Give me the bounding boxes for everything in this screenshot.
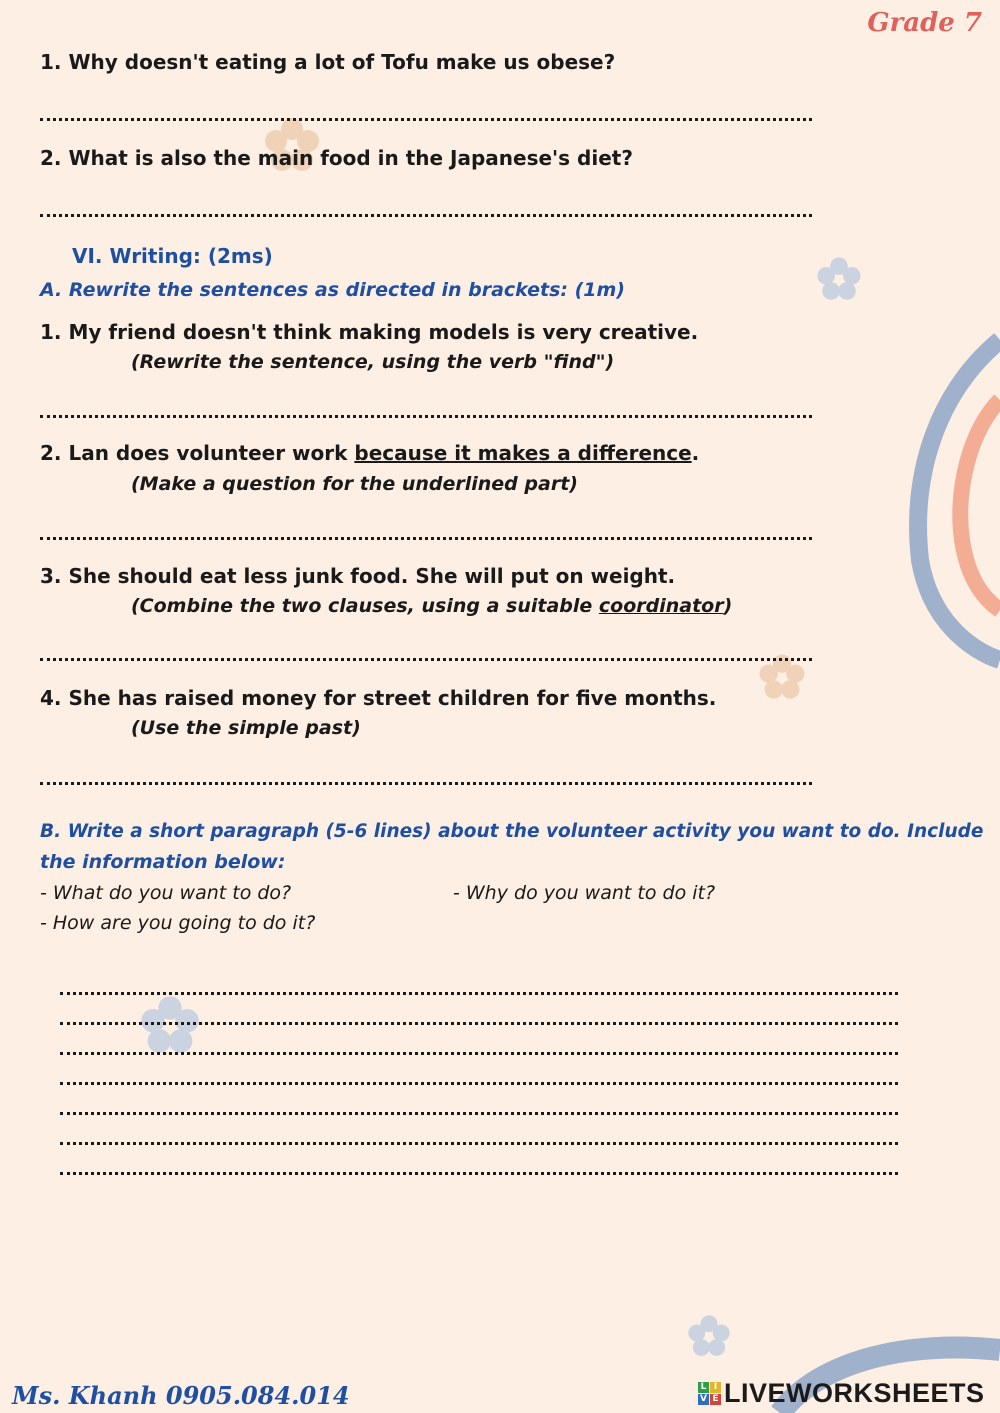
part-a-title: A. Rewrite the sentences as directed in brackets: (1m) xyxy=(40,279,625,301)
rewrite-sentence-2 xyxy=(40,441,699,465)
paragraph-line[interactable] xyxy=(60,1172,898,1175)
paragraph-line[interactable] xyxy=(60,1082,898,1085)
paragraph-line[interactable] xyxy=(60,1142,898,1145)
reading-question-1: 1. Why doesn't eating a lot of Tofu make us obese? xyxy=(40,50,616,74)
liveworksheets-logo[interactable] xyxy=(698,1378,985,1409)
part-b-title-line-1: B. Write a short paragraph (5-6 lines) about the volunteer activity you want to do. Include xyxy=(40,821,984,842)
underlined-word: coordinator xyxy=(598,595,724,617)
rewrite-instruction-1: (Rewrite the sentence, using the verb "find") xyxy=(131,351,615,373)
answer-line[interactable] xyxy=(40,782,812,785)
rewrite-sentence-4: 4. She has raised money for street children for five months. xyxy=(40,686,717,710)
paragraph-line[interactable] xyxy=(60,992,898,995)
logo-badge-letter: V xyxy=(698,1394,709,1405)
flower-icon xyxy=(815,255,863,303)
rewrite-sentence-3: 3. She should eat less junk food. She will put on weight. xyxy=(40,564,676,588)
grade-label: Grade 7 xyxy=(867,8,982,38)
part-b-title-line-2: the information below: xyxy=(40,851,286,873)
answer-line[interactable] xyxy=(40,658,812,661)
rewrite-instruction-2: (Make a question for the underlined part) xyxy=(131,473,578,495)
brand-name: LIVEWORKSHEETS xyxy=(724,1378,985,1408)
rewrite-instruction-3 xyxy=(131,595,732,617)
paragraph-line[interactable] xyxy=(60,1022,898,1025)
prompt-why: - Why do you want to do it? xyxy=(453,882,716,904)
writing-section-title: VI. Writing: (2ms) xyxy=(72,244,273,268)
logo-badge-letter: E xyxy=(710,1394,721,1405)
flower-icon xyxy=(138,993,202,1057)
underlined-part: because it makes a difference xyxy=(354,441,692,465)
teacher-contact: Ms. Khanh 0905.084.014 xyxy=(12,1381,350,1410)
flower-icon xyxy=(686,1313,732,1359)
prompt-how: - How are you going to do it? xyxy=(40,912,316,934)
prompt-what: - What do you want to do? xyxy=(40,882,292,904)
logo-badge-letter: I xyxy=(710,1382,721,1393)
answer-line[interactable] xyxy=(40,118,812,121)
sentence-end: . xyxy=(691,441,700,465)
rewrite-instruction-4: (Use the simple past) xyxy=(131,717,361,739)
paragraph-line[interactable] xyxy=(60,1112,898,1115)
instruction-end: ) xyxy=(723,595,733,617)
logo-badge-letter: L xyxy=(698,1382,709,1393)
reading-question-2: 2. What is also the main food in the Japanese's diet? xyxy=(40,146,633,170)
rewrite-sentence-1: 1. My friend doesn't think making models is very creative. xyxy=(40,320,699,344)
answer-line[interactable] xyxy=(40,214,812,217)
decorative-arcs xyxy=(900,330,1000,670)
instruction-text: (Combine the two clauses, using a suitable xyxy=(131,595,599,617)
paragraph-line[interactable] xyxy=(60,1052,898,1055)
sentence-text: 2. Lan does volunteer work xyxy=(40,441,355,465)
answer-line[interactable] xyxy=(40,537,812,540)
logo-badge-icon xyxy=(698,1382,721,1405)
answer-line[interactable] xyxy=(40,415,812,418)
